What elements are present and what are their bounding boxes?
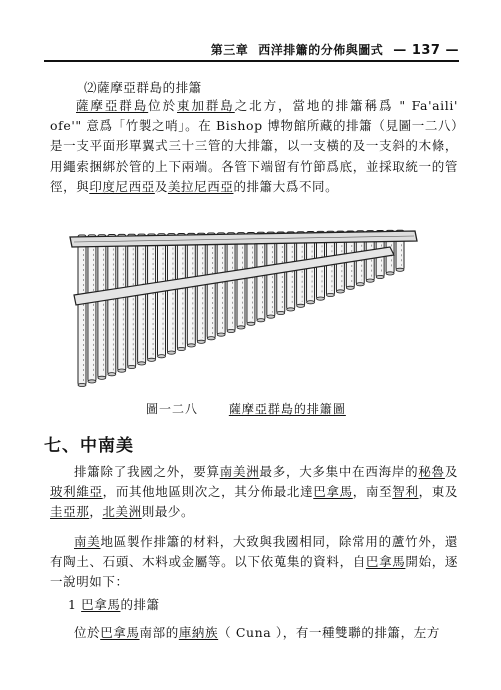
- pipe: [118, 234, 126, 370]
- paragraph-samoa: 薩摩亞群島位於東加群島之北方，當地的排簫稱爲 " Fa'aili' ofe'" 意爲「竹製之哨」。在 Bishop 博物館所藏的排簫（見圖一二八）是一支平面形單翼式三十三管的大排簫，以一支橫的及一支斜的木條，用繩索捆綁於管的上下兩端。各管下端留有竹節爲底，並採取統一的管徑，與印度尼西亞及美拉尼西亞的排簫大爲不同。: [50, 98, 458, 194]
- pipe-node: [386, 272, 394, 275]
- pipe: [98, 235, 106, 378]
- pipe: [88, 235, 96, 382]
- pipe-node: [376, 275, 384, 278]
- pipe: [187, 233, 195, 345]
- pipe-node: [158, 355, 166, 358]
- pipe-node: [297, 304, 305, 307]
- pipe-node: [277, 311, 285, 314]
- figure-caption: [146, 400, 346, 417]
- pipe-node: [326, 293, 334, 296]
- pipe-node: [88, 380, 96, 383]
- pipe-node: [118, 369, 126, 372]
- header-rule: [44, 60, 459, 62]
- page-number: — 137 —: [393, 43, 459, 58]
- pipe-node: [396, 268, 404, 271]
- pipe-node: [167, 351, 175, 354]
- running-header: [44, 38, 459, 58]
- figure-caption-text: 薩摩亞群島的排簫圖: [228, 402, 346, 416]
- pipe: [158, 234, 166, 356]
- pipe-node: [237, 326, 245, 329]
- pipe-node: [148, 358, 156, 361]
- pipe-node: [177, 347, 185, 350]
- pipe-node: [317, 297, 325, 300]
- paragraph-panama: 位於巴拿馬南部的庫納族（ Cuna ），有一種雙聯的排簫，左方: [74, 625, 440, 640]
- pipe-node: [307, 301, 315, 304]
- subsection-heading-samoa: ⑵薩摩亞群島的排簫: [84, 80, 202, 95]
- panpipe-illustration: [60, 225, 430, 395]
- pipe: [177, 234, 185, 350]
- paragraph-materials: 南美地區製作排簫的材料，大致與我國相同，除常用的蘆竹外，還有陶土、石頭、木料或金屬等。以下依蒐集的資料，自巴拿馬開始，逐一說明如下：: [50, 534, 459, 590]
- pipe-node: [257, 319, 265, 322]
- paragraph-central-south-america: 排簫除了我國之外，要算南美洲最多，大多集中在西海岸的秘魯及玻利維亞，而其他地區則次之，其分佈最北達巴拿馬，南至智利，東及圭亞那，北美洲則最少。: [50, 464, 459, 520]
- pipe: [108, 235, 116, 375]
- pipe-node: [197, 340, 205, 343]
- pipe: [197, 233, 205, 342]
- pipe: [138, 234, 146, 363]
- figure-label: 圖一二八: [146, 402, 199, 416]
- pipe-node: [138, 362, 146, 365]
- pipe: [207, 233, 215, 338]
- pipe-node: [128, 365, 136, 368]
- section-heading: 七、中南美: [44, 436, 134, 456]
- pipe-node: [207, 337, 215, 340]
- pipe: [128, 234, 136, 367]
- pipe: [217, 233, 225, 335]
- pipe-node: [336, 290, 344, 293]
- pipe: [167, 234, 175, 353]
- pipe-node: [267, 315, 275, 318]
- pipe: [148, 234, 156, 360]
- pipe: [78, 235, 86, 385]
- pipe-node: [78, 383, 86, 386]
- pipe-node: [98, 376, 106, 379]
- pipe-node: [366, 279, 374, 282]
- pipe-node: [217, 333, 225, 336]
- pipe-node: [227, 329, 235, 332]
- subsection-heading-panama: 1 巴拿馬的排簫: [68, 597, 160, 612]
- chapter-label: 第三章: [210, 43, 249, 57]
- pipe-node: [346, 286, 354, 289]
- pipe-node: [356, 283, 364, 286]
- pipe-node: [108, 373, 116, 376]
- pipe-node: [187, 344, 195, 347]
- pipe: [227, 233, 235, 331]
- pipe-node: [287, 308, 295, 311]
- chapter-title: 西洋排簫的分佈與圖式: [258, 43, 384, 57]
- pipe-node: [247, 322, 255, 325]
